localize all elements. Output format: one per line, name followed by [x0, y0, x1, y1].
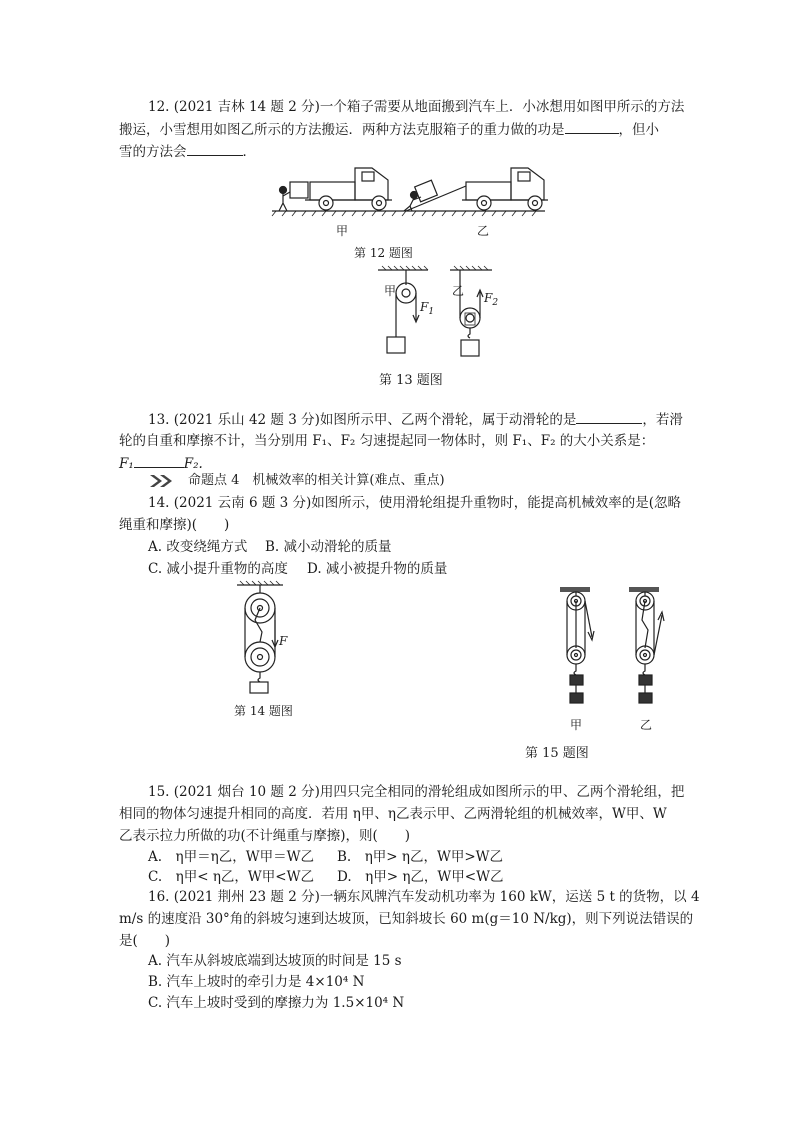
q13-line3-text: F₁ — [119, 456, 134, 472]
fig15-label-yi: 乙 — [640, 718, 653, 732]
q13-line3-tail: F₂. — [183, 456, 203, 472]
q13-line2: 轮的自重和摩擦不计，当分别用 F₁、F₂ 匀速提起同一物体时，则 F₁、F₂ 的大小关系是： — [119, 433, 655, 449]
q16-line3: 是( ) — [119, 933, 171, 949]
q16-line2: m/s 的速度沿 30°角的斜坡匀速到达坡顶，已知斜坡长 60 m(g＝10 N/kg)，则下列说法错误的 — [119, 911, 694, 927]
q13-line1 — [148, 409, 683, 430]
fig13-caption: 第 13 题图 — [379, 373, 443, 388]
fig12-caption: 第 12 题图 — [354, 246, 413, 260]
fig13-label-jia: 甲 — [384, 284, 397, 298]
q14-option-a[interactable]: A. 改变绕绳方式 — [148, 539, 248, 555]
q14-option-b[interactable]: B. 减小动滑轮的质量 — [265, 539, 392, 555]
q12-line2-tail: ，但小 — [618, 122, 659, 138]
q15-option-d[interactable]: D. η甲> η乙，W甲<W乙 — [337, 869, 504, 885]
q12-blank-1[interactable] — [565, 119, 619, 134]
q13-line1-text: 13. (2021 乐山 42 题 3 分)如图所示甲、乙两个滑轮，属于动滑轮的是 — [148, 412, 577, 428]
q16-option-b[interactable]: B. 汽车上坡时的牵引力是 4×10⁴ N — [148, 974, 365, 990]
q15-line1: 15. (2021 烟台 10 题 2 分)用四只完全相同的滑轮组成如图所示的甲、乙两个滑轮组，把 — [148, 784, 685, 800]
fig13-f1-letter: F — [420, 300, 429, 314]
q13-line1-tail: ，若滑 — [642, 412, 683, 428]
fig12-label-yi: 乙 — [477, 224, 490, 238]
fig13-f2-letter: F — [484, 291, 493, 305]
q13-blank-2[interactable] — [134, 453, 184, 468]
fig13-force-f1 — [420, 300, 434, 317]
q16-option-a[interactable]: A. 汽车从斜坡底端到达坡顶的时间是 15 s — [148, 953, 402, 969]
q15-line3: 乙表示拉力所做的功(不计绳重与摩擦)，则( ) — [119, 828, 411, 844]
q15-option-a[interactable]: A. η甲＝η乙，W甲＝W乙 — [148, 849, 314, 865]
fig15-caption: 第 15 题图 — [525, 746, 589, 761]
fig13-force-f2 — [484, 291, 498, 308]
q12-line2 — [119, 119, 659, 140]
q12-line3-text: 雪的方法会 — [119, 144, 187, 160]
q15-line2: 相同的物体匀速提升相同的高度．若用 η甲、η乙表示甲、乙两滑轮组的机械效率，W甲、W — [119, 806, 667, 822]
q12-line3 — [119, 141, 256, 162]
fig13-f2-sub: 2 — [492, 298, 499, 308]
section-title: 命题点 4 机械效率的相关计算(难点、重点) — [188, 473, 445, 488]
q13-blank-1[interactable] — [576, 409, 642, 424]
q12-blank-2[interactable] — [187, 141, 243, 156]
q12-line1: 12. (2021 吉林 14 题 2 分)一个箱子需要从地面搬到汽车上．小冰想用如图甲所示的方法 — [148, 99, 685, 115]
q15-option-c[interactable]: C. η甲< η乙，W甲<W乙 — [148, 869, 314, 885]
q14-line1: 14. (2021 云南 6 题 3 分)如图所示，使用滑轮组提升重物时，能提高机械效率的是(忽略 — [148, 495, 682, 511]
q12-line3-tail: ． — [242, 144, 256, 160]
fig12-label-jia: 甲 — [336, 224, 349, 238]
fig14-force-label: F — [279, 634, 288, 648]
fig15-label-jia: 甲 — [570, 718, 583, 732]
q14-option-c[interactable]: C. 减小提升重物的高度 — [148, 561, 288, 577]
q12-line2-text: 搬运，小雪想用如图乙所示的方法搬运．两种方法克服箱子的重力做的功是 — [119, 122, 565, 138]
double-chevron-icon — [148, 474, 178, 488]
q14-option-d[interactable]: D. 减小被提升物的质量 — [307, 561, 448, 577]
fig13-label-yi: 乙 — [452, 284, 465, 298]
q15-option-b[interactable]: B. η甲> η乙，W甲>W乙 — [337, 849, 504, 865]
q16-line1: 16. (2021 荆州 23 题 2 分)一辆东风牌汽车发动机功率为 160 kW，运送 5 t 的货物，以 4 — [148, 889, 700, 905]
q16-option-c[interactable]: C. 汽车上坡时受到的摩擦力为 1.5×10⁴ N — [148, 995, 405, 1011]
fig14-caption: 第 14 题图 — [234, 704, 293, 718]
q14-line2: 绳重和摩擦)( ) — [119, 517, 230, 533]
fig13-f1-sub: 1 — [428, 307, 435, 317]
